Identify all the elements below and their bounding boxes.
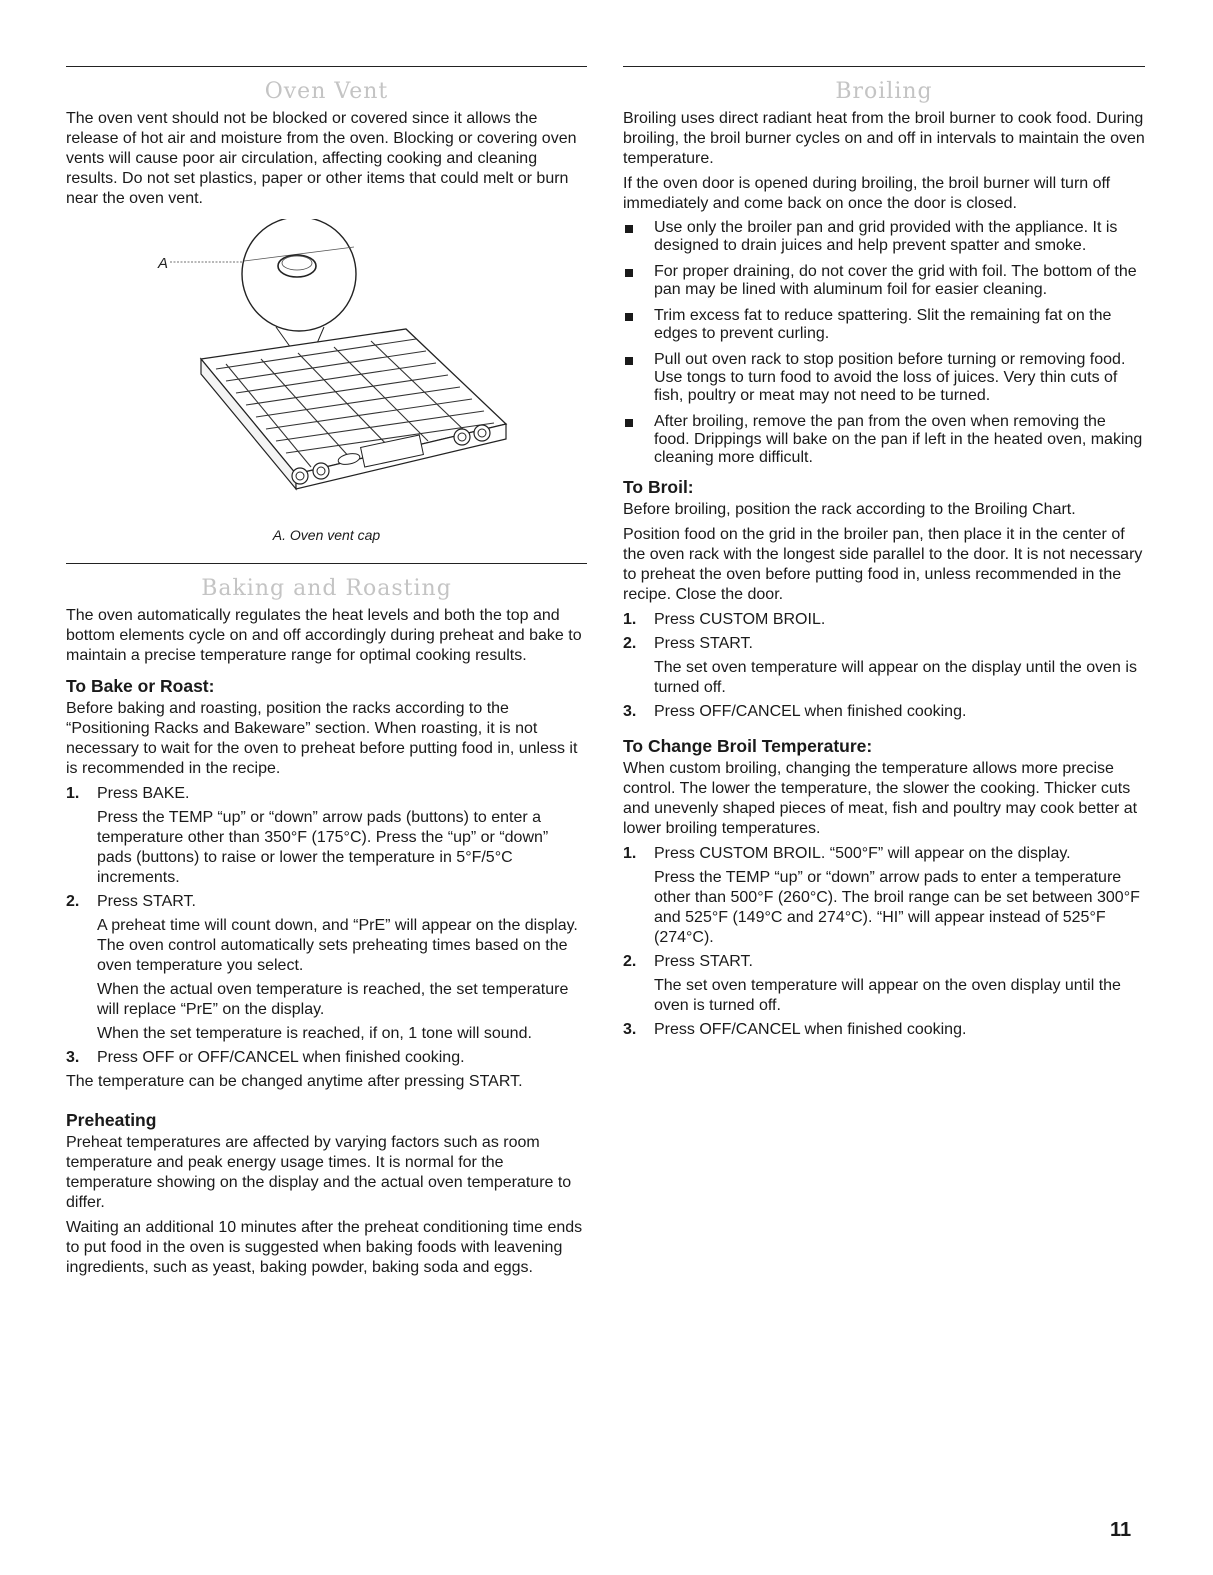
- list-item-text: Pull out oven rack to stop position before turning or removing food. Use tongs to turn food to avoid the loss of juices. Very thin cuts of fish, poultry or meat may not need to be turned.: [654, 351, 1126, 404]
- step-number: 3.: [623, 703, 637, 720]
- list-item-text: Trim excess fat to reduce spattering. Slit the remaining fat on the edges to prevent curling.: [654, 307, 1112, 342]
- left-column: [66, 66, 587, 1283]
- oven-vent-body: The oven vent should not be blocked or covered since it allows the release of hot air and moisture from the oven. Blocking or covering oven vents will cause poor air circulation, affecting cooking and cleaning results. Do not set plastics, paper or other items that could melt or burn near the oven vent.: [66, 110, 577, 207]
- step-item: [623, 610, 1145, 630]
- knob-icon: [313, 463, 329, 479]
- step-item: [623, 702, 1145, 722]
- step-number: 1.: [623, 611, 637, 628]
- change-temp-steps: [623, 844, 1145, 1040]
- list-item: [623, 351, 1145, 405]
- broiling-p1: Broiling uses direct radiant heat from the broil burner to cook food. During broiling, the broil burner cycles on and off in intervals to maintain the oven temperature.: [623, 110, 1145, 167]
- step-text: Press START.: [97, 893, 196, 910]
- step-detail: Press the TEMP “up” or “down” arrow pads to enter a temperature other than 500°F (260°C). The broil range can be set between 300°F and 525°F (149°C and 274°C). “HI” will appear instead of 525°F (274°C).: [654, 869, 1140, 946]
- step-detail: When the actual oven temperature is reached, the set temperature will replace “PrE” on the display.: [97, 981, 569, 1018]
- to-bake-title: To Bake or Roast:: [66, 676, 215, 696]
- right-column: [623, 66, 1145, 1044]
- step-item: [623, 634, 1145, 698]
- broiling-tips: [623, 219, 1145, 467]
- square-bullet-icon: [625, 313, 633, 321]
- to-broil-p1: Before broiling, position the rack according to the Broiling Chart.: [623, 501, 1076, 518]
- oven-vent-figure: [66, 219, 587, 519]
- step-item: [623, 1020, 1145, 1040]
- step-text: Press CUSTOM BROIL. “500°F” will appear on the display.: [654, 845, 1071, 862]
- step-detail: When the set temperature is reached, if on, 1 tone will sound.: [97, 1025, 532, 1042]
- section-divider: [66, 66, 587, 67]
- step-detail: The set oven temperature will appear on the display until the oven is turned off.: [654, 659, 1137, 696]
- knob-icon: [292, 468, 308, 484]
- list-item-text: For proper draining, do not cover the grid with foil. The bottom of the pan may be lined with aluminum foil for easier cleaning.: [654, 263, 1137, 298]
- step-number: 2.: [66, 893, 80, 910]
- step-number: 3.: [623, 1021, 637, 1038]
- step-text: Press OFF or OFF/CANCEL when finished cooking.: [97, 1049, 465, 1066]
- list-item-text: After broiling, remove the pan from the oven when removing the food. Drippings will bake on the pan if left in the heated oven, making cleaning more difficult.: [654, 413, 1143, 466]
- knob-icon: [474, 425, 490, 441]
- range-illustration: [66, 219, 587, 519]
- figure-caption: A. Oven vent cap: [272, 527, 381, 543]
- step-detail: A preheat time will count down, and “PrE” will appear on the display. The oven control automatically sets preheating times based on the oven temperature you select.: [97, 917, 578, 974]
- bake-steps: [66, 784, 587, 1068]
- baking-heading: Baking and Roasting: [201, 576, 452, 601]
- change-temp-title: To Change Broil Temperature:: [623, 736, 873, 756]
- square-bullet-icon: [625, 225, 633, 233]
- step-text: Press OFF/CANCEL when finished cooking.: [654, 703, 967, 720]
- to-broil-title: To Broil:: [623, 477, 694, 497]
- step-number: 2.: [623, 953, 637, 970]
- step-item: [66, 1048, 587, 1068]
- step-item: [66, 892, 587, 1044]
- list-item: [623, 413, 1145, 467]
- knob-icon: [454, 429, 470, 445]
- list-item: [623, 263, 1145, 299]
- step-item: [66, 784, 587, 888]
- figure-label-a: A: [158, 255, 169, 272]
- square-bullet-icon: [625, 269, 633, 277]
- page-number: 11: [1110, 1519, 1132, 1541]
- list-item: [623, 219, 1145, 255]
- preheating-p2: Waiting an additional 10 minutes after the preheat conditioning time ends to put food in the oven is suggested when baking foods with leavening ingredients, such as yeast, baking powder, baking soda and eggs.: [66, 1219, 583, 1276]
- oven-vent-heading: Oven Vent: [264, 79, 389, 104]
- square-bullet-icon: [625, 357, 633, 365]
- broil-steps: [623, 610, 1145, 722]
- step-item: [623, 844, 1145, 948]
- step-number: 2.: [623, 635, 637, 652]
- to-broil-p2: Position food on the grid in the broiler pan, then place it in the center of the oven rack with the longest side parallel to the door. It is not necessary to preheat the oven before putting food in, unless recommended in the recipe. Close the door.: [623, 526, 1143, 603]
- change-temp-intro: When custom broiling, changing the temperature allows more precise control. The lower the temperature, the slower the cooking. Thicker cuts and unevenly shaped pieces of meat, fish and poultry may cook better at lower broiling temperatures.: [623, 760, 1138, 837]
- bake-closing: The temperature can be changed anytime after pressing START.: [66, 1073, 523, 1090]
- square-bullet-icon: [625, 419, 633, 427]
- step-text: Press START.: [654, 953, 753, 970]
- step-text: Press OFF/CANCEL when finished cooking.: [654, 1021, 967, 1038]
- list-item-text: Use only the broiler pan and grid provided with the appliance. It is designed to drain juices and help prevent spatter and smoke.: [654, 219, 1118, 254]
- broiling-p2: If the oven door is opened during broiling, the broil burner will turn off immediately and come back on once the door is closed.: [623, 175, 1111, 212]
- step-text: Press CUSTOM BROIL.: [654, 611, 826, 628]
- broiling-heading: Broiling: [835, 79, 933, 104]
- step-number: 3.: [66, 1049, 80, 1066]
- to-bake-intro: Before baking and roasting, position the racks according to the “Positioning Racks and Bakeware” section. When roasting, it is not necessary to wait for the oven to preheat before putting food in, unless it is recommended in the recipe.: [66, 700, 578, 777]
- step-detail: Press the TEMP “up” or “down” arrow pads (buttons) to enter a temperature other than 350°F (175°C). Press the “up” or “down” pads (buttons) to raise or lower the temperature in 5°F/5°C increments.: [97, 809, 549, 886]
- step-text: Press START.: [654, 635, 753, 652]
- step-item: [623, 952, 1145, 1016]
- step-number: 1.: [66, 785, 80, 802]
- section-divider: [623, 66, 1145, 67]
- section-divider: [66, 563, 587, 564]
- baking-intro: The oven automatically regulates the heat levels and both the top and bottom elements cycle on and off accordingly during preheat and bake to maintain a precise temperature range for optimal cooking results.: [66, 607, 582, 664]
- step-detail: The set oven temperature will appear on the oven display until the oven is turned off.: [654, 977, 1121, 1014]
- preheating-p1: Preheat temperatures are affected by varying factors such as room temperature and peak energy usage times. It is normal for the temperature showing on the display and the actual oven temperature to differ.: [66, 1134, 572, 1211]
- step-number: 1.: [623, 845, 637, 862]
- list-item: [623, 307, 1145, 343]
- step-text: Press BAKE.: [97, 785, 190, 802]
- preheating-title: Preheating: [66, 1110, 157, 1130]
